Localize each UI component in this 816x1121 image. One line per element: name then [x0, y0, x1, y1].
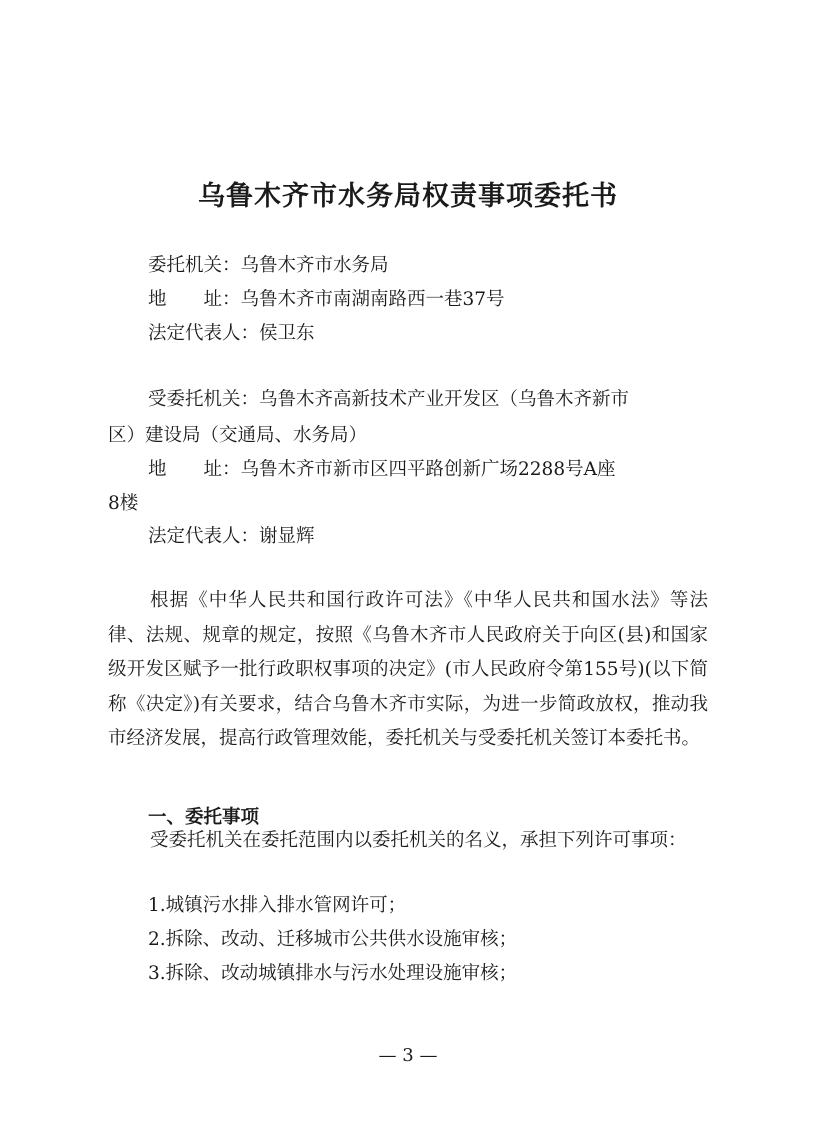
principal-rep-label: 法定代表人： [148, 323, 260, 344]
agent-address-value-2: 8楼 [108, 493, 139, 514]
agent-org-line-2 [108, 427, 367, 446]
agent-address-label: 地 址： [148, 459, 241, 480]
agent-rep-label: 法定代表人： [148, 526, 260, 547]
principal-rep-value: 侯卫东 [259, 323, 315, 344]
agent-rep-value: 谢显辉 [259, 526, 315, 547]
section-heading: 一、委托事项 [148, 807, 260, 828]
agent-org-value-2: 区）建设局（交通局、水务局） [108, 425, 368, 446]
section-intro-paragraph: 受委托机关在委托范围内以委托机关的名义，承担下列许可事项： [150, 830, 687, 851]
agent-address-line [148, 461, 615, 480]
principal-rep-line [148, 325, 315, 344]
principal-address-value: 乌鲁木齐市南湖南路西一巷37号 [240, 289, 505, 310]
principal-org-value: 乌鲁木齐市水务局 [240, 255, 389, 276]
principal-org-label: 委托机关： [148, 255, 241, 276]
agent-address-value-1: 乌鲁木齐市新市区四平路创新广场2288号A座 [240, 459, 616, 480]
agent-rep-line [148, 528, 315, 547]
principal-address-line [148, 291, 505, 310]
agent-org-line [148, 391, 629, 410]
agent-org-label: 受委托机关： [148, 389, 260, 410]
page-number: — 3 — [378, 1045, 438, 1066]
document-title: 乌鲁木齐市水务局权责事项委托书 [198, 181, 618, 212]
list-item: 1.城镇污水排入排水管网许可； [148, 895, 407, 916]
agent-org-value-1: 乌鲁木齐高新技术产业开发区（乌鲁木齐新市 [259, 389, 630, 410]
intro-paragraph: 根据《中华人民共和国行政许可法》《中华人民共和国水法》等法律、法规、规章的规定，按照《乌鲁木齐市人民政府关于向区(县)和国家级开发区赋予一批行政职权事项的决定》(市人民政府令第155号)(以下简称《决定》)有关要求，结合乌鲁木齐市实际，为进一步简政放权，推动我市经济发展，提高行政管理效能，委托机关与受委托机关签订本委托书。 [108, 590, 708, 749]
list-item: 3.拆除、改动城镇排水与污水处理设施审核； [148, 963, 518, 984]
agent-address-line-2 [108, 495, 138, 514]
principal-address-label: 地 址： [148, 289, 241, 310]
principal-org-line [148, 257, 389, 276]
list-item: 2.拆除、改动、迁移城市公共供水设施审核； [148, 929, 518, 950]
